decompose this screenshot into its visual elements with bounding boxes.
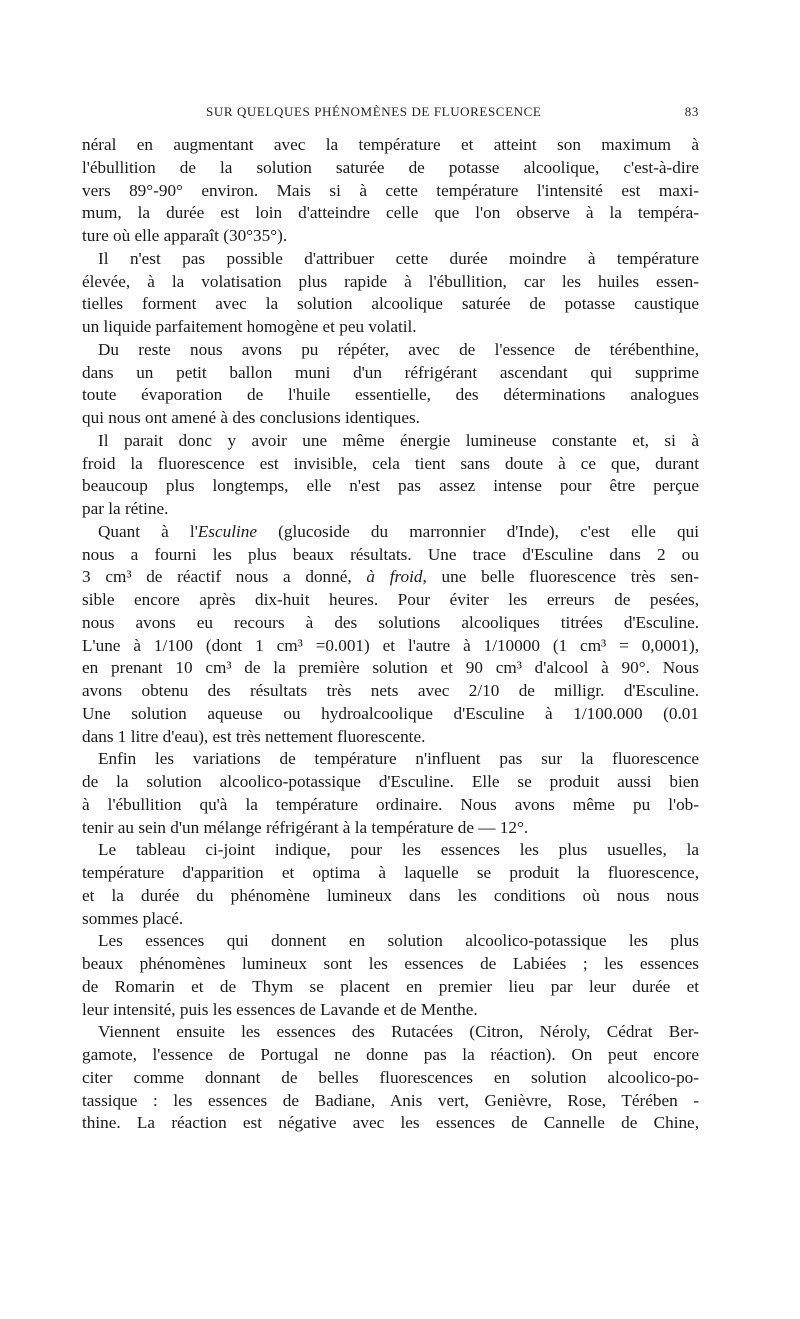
paragraph xyxy=(82,930,699,1021)
paragraph xyxy=(82,521,699,749)
text-line: Les essences qui donnent en solution alcoolico-potassique les plus xyxy=(98,931,699,951)
text-line: en prenant 10 cm³ de la première solution et 90 cm³ d'alcool à 90°. Nous xyxy=(82,658,699,678)
text-line: mum, la durée est loin d'atteindre celle que l'on observe à la tempéra- xyxy=(82,203,699,223)
paragraph xyxy=(82,839,699,930)
text-line: beaucoup plus longtemps, elle n'est pas assez intense pour être perçue xyxy=(82,476,699,496)
text-line: Une solution aqueuse ou hydroalcoolique d'Esculine à 1/100.000 (0.01 xyxy=(82,703,699,723)
text-line: Viennent ensuite les essences des Rutacées (Citron, Néroly, Cédrat Ber- xyxy=(98,1022,699,1042)
text-line: Il n'est pas possible d'attribuer cette durée moindre à température xyxy=(98,248,699,268)
running-title: SUR QUELQUES PHÉNOMÈNES DE FLUORESCENCE xyxy=(206,104,542,119)
text-line: froid la fluorescence est invisible, cela tient sans doute à ce que, durant xyxy=(82,453,699,473)
text-line: température d'apparition et optima à laquelle se produit la fluorescence, xyxy=(82,863,699,882)
text-line: gamote, l'essence de Portugal ne donne pas la réaction). On peut encore xyxy=(82,1045,699,1064)
text-line: thine. La réaction est négative avec les essences de Cannelle de Chine, xyxy=(82,1113,699,1133)
paragraph xyxy=(82,430,699,521)
text-line: néral en augmentant avec la température et atteint son maximum à xyxy=(82,135,699,154)
body-text xyxy=(82,134,699,1135)
text-line: Le tableau ci-joint indique, pour les essences les plus usuelles, la xyxy=(98,840,699,860)
text-line: l'ébullition de la solution saturée de potasse alcoolique, c'est-à-dire xyxy=(82,157,699,177)
page-number: 83 xyxy=(684,104,699,119)
paragraph xyxy=(82,748,699,839)
text-line: tielles forment avec la solution alcoolique saturée de potasse caustique xyxy=(82,294,699,314)
book-page xyxy=(82,0,699,1319)
text-line: et la durée du phénomène lumineux dans les conditions où nous nous xyxy=(82,885,699,905)
text-line: Du reste nous avons pu répéter, avec de l'essence de térébenthine, xyxy=(98,339,699,359)
text-line: Il parait donc y avoir une même énergie lumineuse constante et, si à xyxy=(98,430,699,450)
text-line: élevée, à la volatisation plus rapide à l'ébullition, car les huiles essen- xyxy=(82,271,699,291)
text-line: ture où elle apparaît (30°35°). xyxy=(82,226,288,245)
text-line: citer comme donnant de belles fluorescences en solution alcoolico-po- xyxy=(82,1067,699,1087)
paragraph xyxy=(82,1021,699,1135)
text-line: par la rétine. xyxy=(82,499,169,518)
text-line: de la solution alcoolico-potassique d'Esculine. Elle se produit aussi bien xyxy=(82,772,699,791)
text-line: un liquide parfaitement homogène et peu volatil. xyxy=(82,317,417,336)
text-line: à l'ébullition qu'à la température ordinaire. Nous avons même pu l'ob- xyxy=(82,794,699,814)
text-line: dans un petit ballon muni d'un réfrigérant ascendant qui supprime xyxy=(82,362,699,382)
text-line: Quant à l'Esculine (glucoside du marronnier d'Inde), c'est elle qui xyxy=(98,521,699,541)
text-line: sible encore après dix-huit heures. Pour éviter les erreurs de pesées, xyxy=(82,590,699,609)
text-line: nous a fourni les plus beaux résultats. Une trace d'Esculine dans 2 ou xyxy=(82,544,699,564)
text-line: qui nous ont amené à des conclusions identiques. xyxy=(82,408,420,427)
text-line: nous avons eu recours à des solutions alcooliques titrées d'Esculine. xyxy=(82,612,699,632)
text-line: de Romarin et de Thym se placent en premier lieu par leur durée et xyxy=(82,976,699,996)
text-line: tenir au sein d'un mélange réfrigérant à la température de — 12°. xyxy=(82,817,529,837)
text-line: beaux phénomènes lumineux sont les essences de Labiées ; les essences xyxy=(82,954,699,973)
text-line: L'une à 1/100 (dont 1 cm³ =0.001) et l'autre à 1/10000 (1 cm³ = 0,0001), xyxy=(82,635,699,655)
text-line: leur intensité, puis les essences de Lavande et de Menthe. xyxy=(82,999,478,1019)
text-line: dans 1 litre d'eau), est très nettement fluorescente. xyxy=(82,726,426,746)
paragraph xyxy=(82,134,699,248)
text-line: sommes placé. xyxy=(82,908,184,928)
text-line: toute évaporation de l'huile essentielle, des déterminations analogues xyxy=(82,385,699,405)
text-line: 3 cm³ de réactif nous a donné, à froid, une belle fluorescence très sen- xyxy=(82,567,699,587)
running-head xyxy=(82,104,699,124)
paragraph xyxy=(82,248,699,339)
text-line: vers 89°-90° environ. Mais si à cette température l'intensité est maxi- xyxy=(82,180,699,200)
paragraph xyxy=(82,339,699,430)
text-line: Enfin les variations de température n'influent pas sur la fluorescence xyxy=(98,749,699,769)
text-line: tassique : les essences de Badiane, Anis vert, Genièvre, Rose, Térében - xyxy=(82,1090,699,1110)
text-line: avons obtenu des résultats très nets avec 2/10 de milligr. d'Esculine. xyxy=(82,681,699,700)
